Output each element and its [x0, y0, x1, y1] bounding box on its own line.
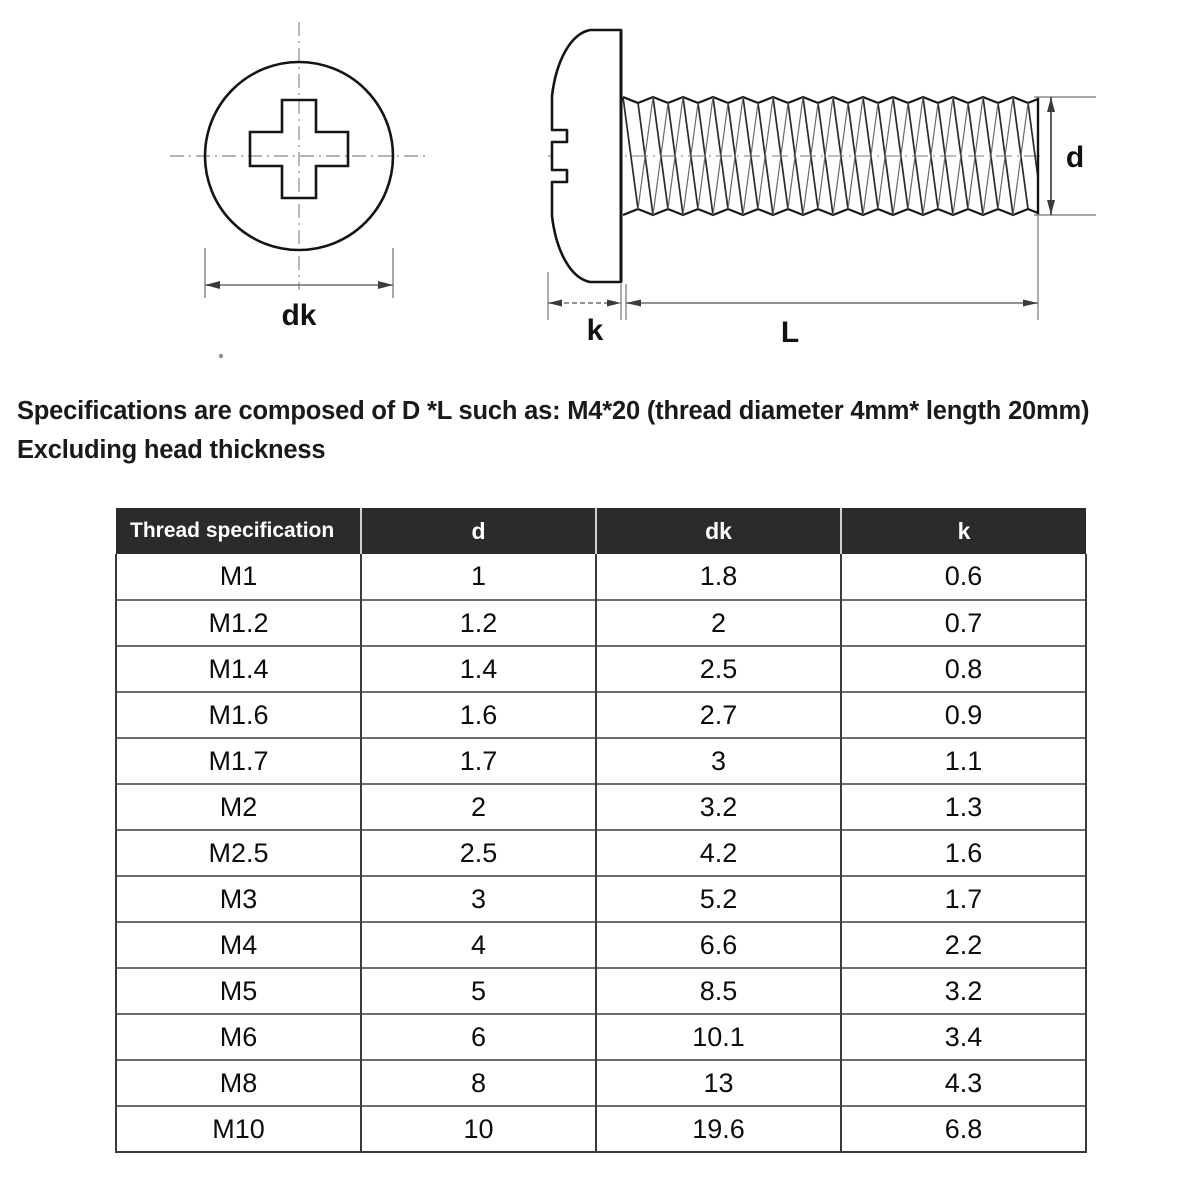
cell-k: 0.9 — [841, 692, 1086, 738]
L-arrowhead-right — [1023, 300, 1038, 307]
table-row — [116, 968, 1086, 1014]
thread-crest-line-bottom — [623, 209, 1038, 215]
cell-d: 1 — [361, 554, 596, 600]
cell-d: 4 — [361, 922, 596, 968]
table-body — [116, 554, 1086, 1152]
table-row — [116, 830, 1086, 876]
table-row — [116, 876, 1086, 922]
cell-dk: 2 — [596, 600, 841, 646]
cell-thread-specification: M2 — [116, 784, 361, 830]
table-row — [116, 600, 1086, 646]
cell-d: 1.6 — [361, 692, 596, 738]
cell-dk: 3.2 — [596, 784, 841, 830]
cell-d: 8 — [361, 1060, 596, 1106]
cell-dk: 1.8 — [596, 554, 841, 600]
cell-k: 0.8 — [841, 646, 1086, 692]
cell-k: 4.3 — [841, 1060, 1086, 1106]
cell-k: 2.2 — [841, 922, 1086, 968]
screw-diagram-svg — [0, 0, 1200, 382]
cell-thread-specification: M4 — [116, 922, 361, 968]
cell-dk: 2.5 — [596, 646, 841, 692]
cell-d: 1.4 — [361, 646, 596, 692]
cell-d: 6 — [361, 1014, 596, 1060]
table-row — [116, 692, 1086, 738]
cell-d: 1.7 — [361, 738, 596, 784]
speck-artifact — [219, 354, 223, 358]
cell-thread-specification: M6 — [116, 1014, 361, 1060]
cell-thread-specification: M2.5 — [116, 830, 361, 876]
table-row — [116, 784, 1086, 830]
L-arrowhead-left — [626, 300, 641, 307]
table-row — [116, 1014, 1086, 1060]
cell-dk: 10.1 — [596, 1014, 841, 1060]
cell-thread-specification: M1 — [116, 554, 361, 600]
column-header-k: k — [841, 508, 1086, 554]
specification-description — [17, 392, 1192, 470]
cell-k: 6.8 — [841, 1106, 1086, 1152]
table-row — [116, 1106, 1086, 1152]
table-row — [116, 554, 1086, 600]
cell-thread-specification: M1.4 — [116, 646, 361, 692]
cell-dk: 2.7 — [596, 692, 841, 738]
dk-arrowhead-left — [205, 281, 220, 289]
cell-k: 1.1 — [841, 738, 1086, 784]
cell-k: 3.4 — [841, 1014, 1086, 1060]
cell-d: 3 — [361, 876, 596, 922]
cell-thread-specification: M1.7 — [116, 738, 361, 784]
cell-dk: 13 — [596, 1060, 841, 1106]
d-arrowhead-top — [1047, 97, 1055, 112]
screw-side-view — [548, 30, 1096, 349]
column-header-thread-specification: Thread specification — [116, 508, 361, 554]
table-header-row — [116, 508, 1086, 554]
cell-d: 2 — [361, 784, 596, 830]
k-dimension-label: k — [586, 314, 604, 347]
specification-table — [115, 508, 1087, 1153]
column-header-dk: dk — [596, 508, 841, 554]
table-row — [116, 922, 1086, 968]
k-arrowhead-left — [548, 300, 562, 307]
cell-thread-specification: M5 — [116, 968, 361, 1014]
pan-head-profile — [552, 30, 621, 282]
cell-k: 0.7 — [841, 600, 1086, 646]
k-arrowhead-right — [607, 300, 621, 307]
cell-d: 5 — [361, 968, 596, 1014]
description-line-1: Specifications are composed of D *L such as: M4*20 (thread diameter 4mm* length 20mm) — [17, 397, 1090, 425]
technical-drawing — [0, 0, 1200, 382]
cell-k: 1.6 — [841, 830, 1086, 876]
cell-k: 1.7 — [841, 876, 1086, 922]
thread-crest-line-top — [623, 97, 1038, 103]
cell-k: 3.2 — [841, 968, 1086, 1014]
cell-d: 2.5 — [361, 830, 596, 876]
cell-d: 10 — [361, 1106, 596, 1152]
cell-thread-specification: M1.6 — [116, 692, 361, 738]
cell-dk: 3 — [596, 738, 841, 784]
cell-dk: 8.5 — [596, 968, 841, 1014]
dk-dimension-label: dk — [281, 299, 317, 332]
d-arrowhead-bottom — [1047, 200, 1055, 215]
cell-thread-specification: M10 — [116, 1106, 361, 1152]
d-dimension-label: d — [1065, 141, 1085, 174]
cell-thread-specification: M1.2 — [116, 600, 361, 646]
dk-arrowhead-right — [378, 281, 393, 289]
table-header — [116, 508, 1086, 554]
table-row — [116, 738, 1086, 784]
cell-dk: 4.2 — [596, 830, 841, 876]
table-row — [116, 646, 1086, 692]
specification-table-container — [115, 508, 1085, 1153]
cell-dk: 5.2 — [596, 876, 841, 922]
description-line-2: Excluding head thickness — [17, 436, 326, 464]
L-dimension-label: L — [780, 316, 800, 349]
column-header-d: d — [361, 508, 596, 554]
cell-dk: 19.6 — [596, 1106, 841, 1152]
table-row — [116, 1060, 1086, 1106]
cell-thread-specification: M8 — [116, 1060, 361, 1106]
cell-k: 0.6 — [841, 554, 1086, 600]
cell-d: 1.2 — [361, 600, 596, 646]
cell-thread-specification: M3 — [116, 876, 361, 922]
cell-dk: 6.6 — [596, 922, 841, 968]
screw-head-top-view — [170, 22, 428, 358]
cell-k: 1.3 — [841, 784, 1086, 830]
